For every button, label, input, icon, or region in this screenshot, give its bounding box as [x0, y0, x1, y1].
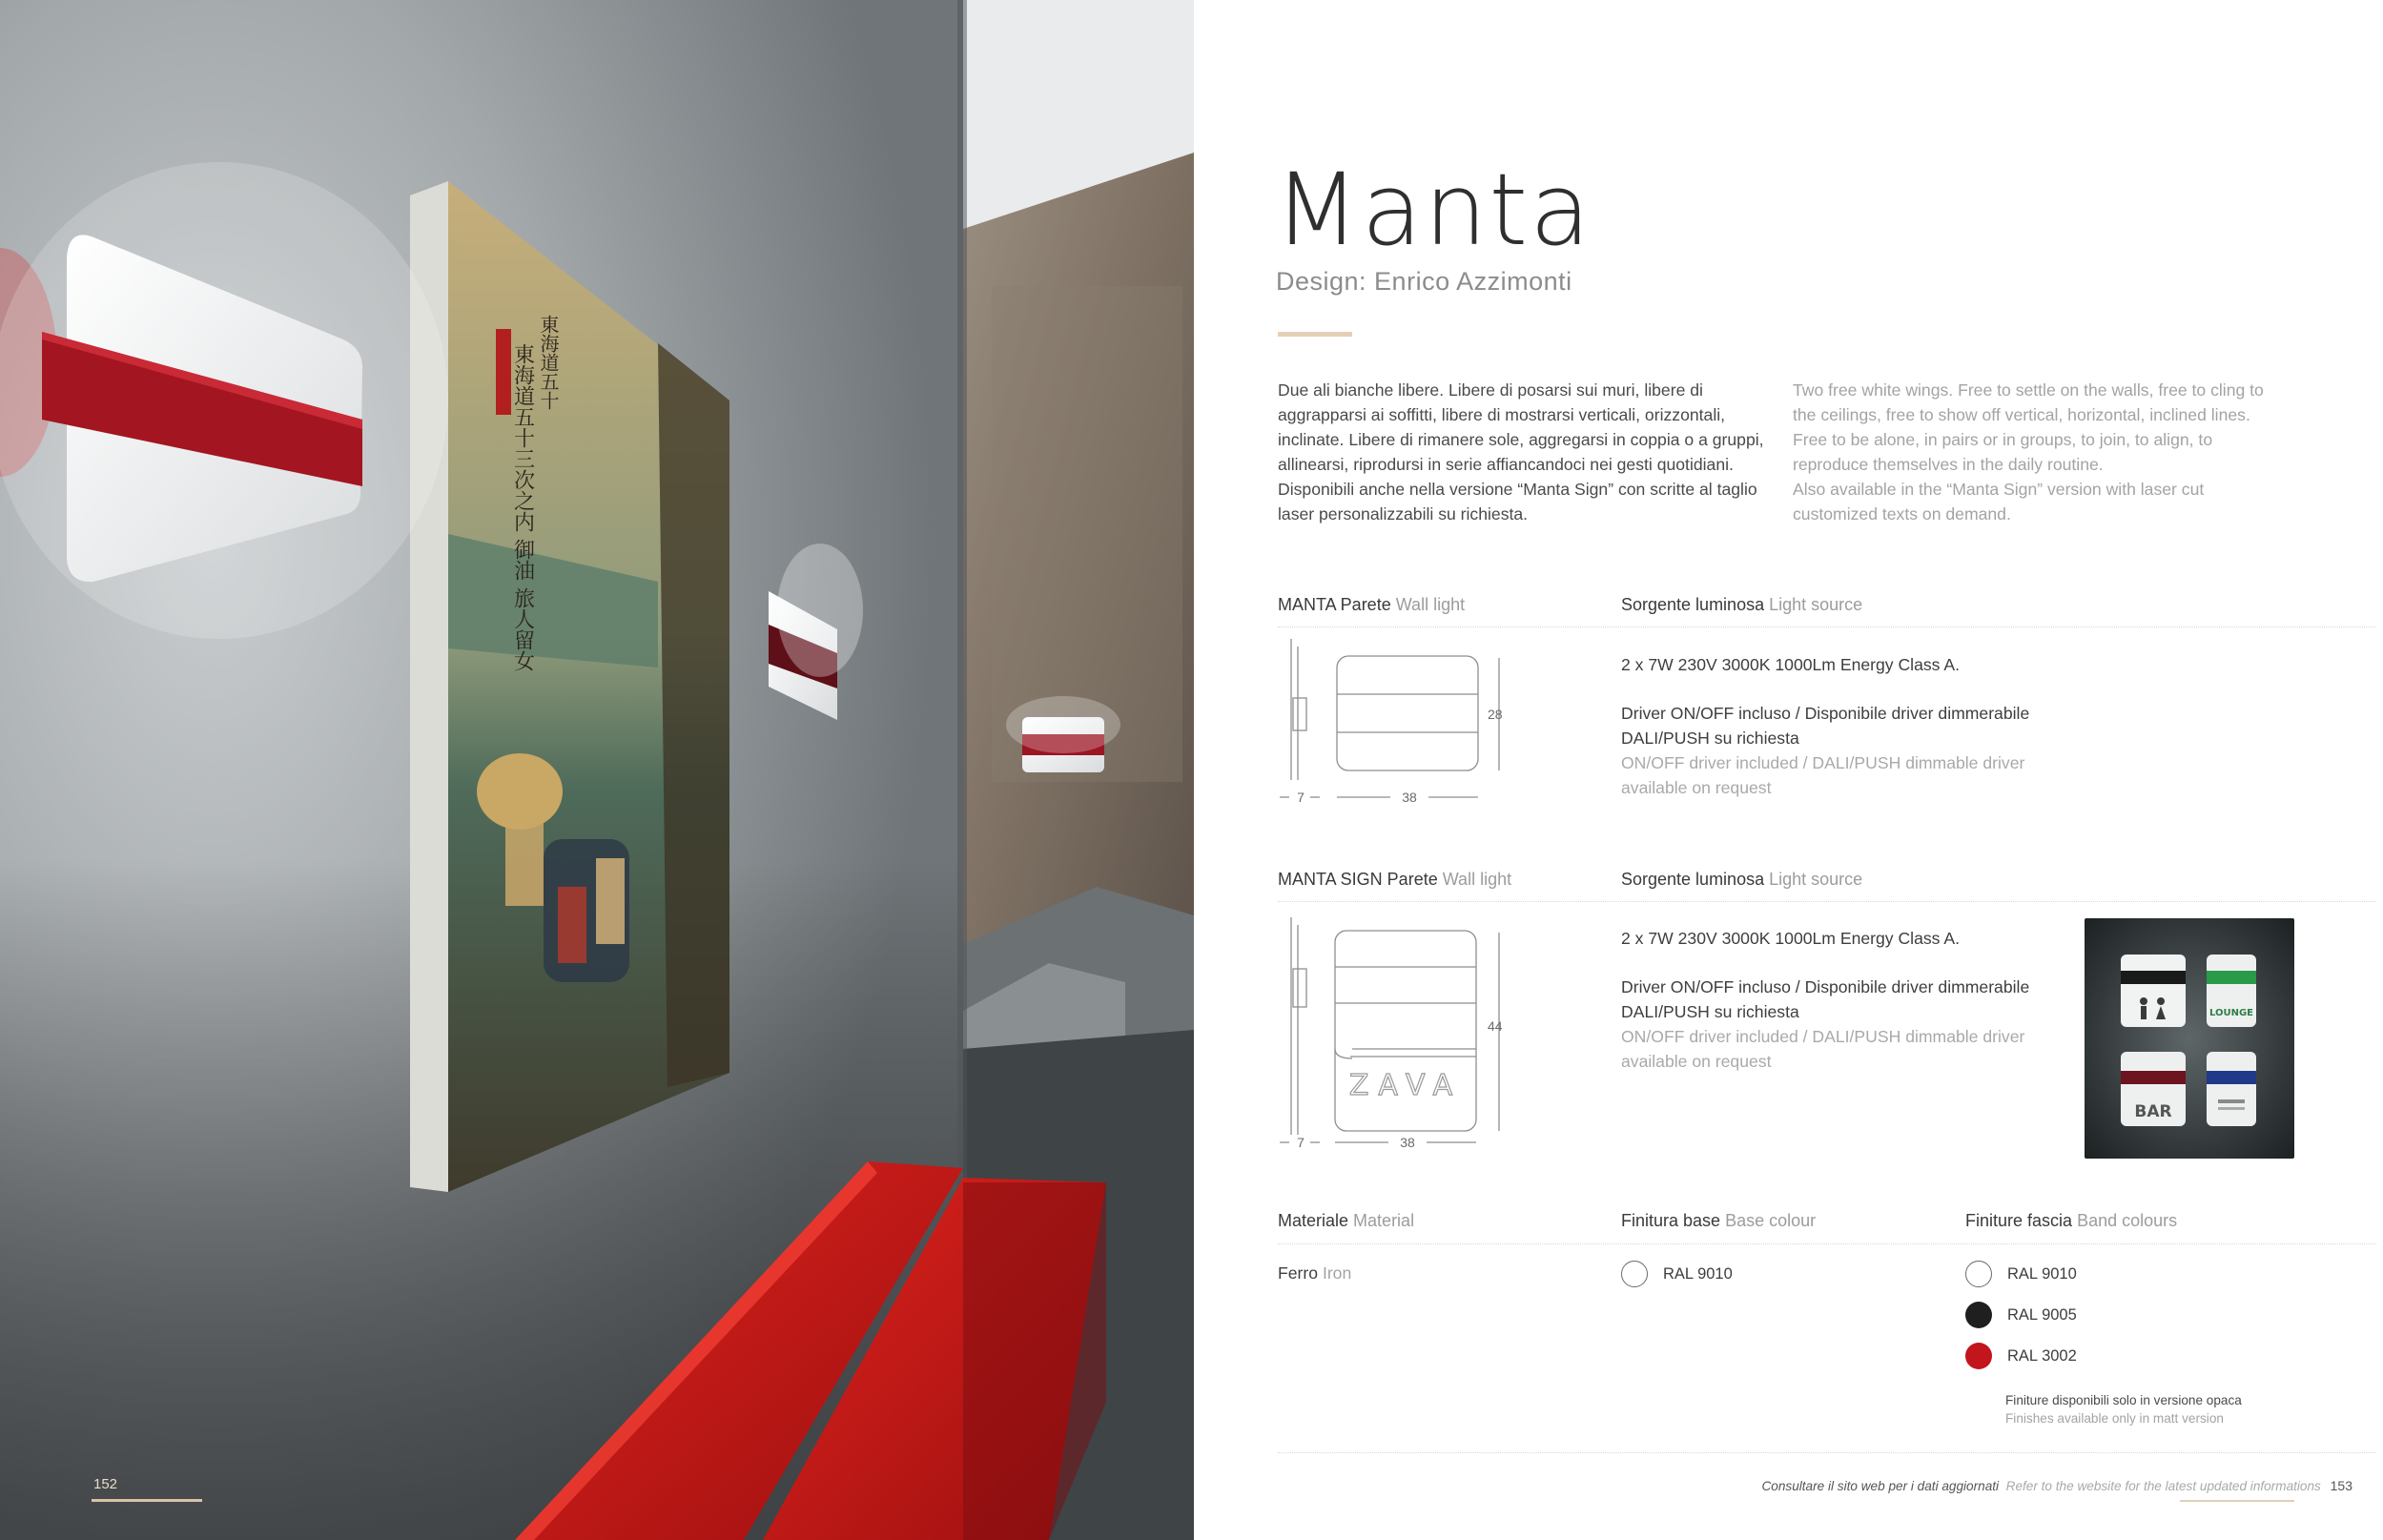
material-value-it: Ferro [1278, 1263, 1319, 1283]
sign-label-bar: BAR [2134, 1102, 2172, 1121]
band-colour-ral-9005 [1965, 1302, 2077, 1328]
intro-english-paragraph: Two free white wings. Free to settle on the walls, free to cling to the ceilings, free to show off vertical, horizontal, inclined lines. Free to be alone, in pairs or in groups, to join, to align, to reproduce themselves in the daily routine. [1793, 380, 2264, 474]
product-2-specs [1621, 926, 2060, 1074]
svg-text:東海道五十: 東海道五十 [537, 315, 560, 410]
band-colour-label: RAL 9010 [2007, 1264, 2077, 1283]
base-colour-heading-en: Base colour [1725, 1211, 1817, 1230]
material-heading-en: Material [1353, 1211, 1415, 1230]
sign-rooms [2207, 1052, 2256, 1126]
divider-rule [1278, 901, 2376, 902]
finish-note [2005, 1391, 2242, 1427]
product-2-name-en: Wall light [1442, 870, 1512, 889]
product-1-dim-depth: 7 [1297, 790, 1304, 805]
footer-note-it: Consultare il sito web per i dati aggiornati [1761, 1479, 2000, 1493]
page-number-right: 153 [2330, 1478, 2352, 1493]
material-heading-it: Materiale [1278, 1211, 1349, 1230]
main-manta-lamp [0, 162, 448, 639]
product-1-source-heading [1621, 595, 1862, 615]
product-1-source-it: Sorgente luminosa [1621, 595, 1765, 614]
product-2-technical-drawing [1278, 915, 1507, 1154]
divider-rule [1278, 1243, 2376, 1244]
white-swatch-icon [1965, 1261, 1992, 1287]
product-1-technical-drawing [1278, 637, 1507, 818]
footer-note [1761, 1478, 2352, 1493]
product-2-source-en: Light source [1769, 870, 1863, 889]
base-colour-label: RAL 9010 [1663, 1264, 1733, 1283]
divider-rule [1278, 626, 2376, 627]
page-number-underline [2180, 1500, 2294, 1502]
product-1-source-en: Light source [1769, 595, 1863, 614]
page-title: Manta [1274, 152, 1592, 268]
product-1-dim-width: 38 [1402, 790, 1417, 805]
manta-sign-photo [2085, 918, 2294, 1159]
band-colours-heading-it: Finiture fascia [1965, 1211, 2073, 1230]
material-value-en: Iron [1322, 1263, 1352, 1283]
band-colour-ral-9010 [1965, 1261, 2077, 1287]
band-colour-ral-3002 [1965, 1343, 2077, 1369]
sign-bar [2121, 1052, 2186, 1126]
finish-note-it: Finiture disponibili solo in versione opaca [2005, 1393, 2242, 1407]
red-swatch-icon [1965, 1343, 1992, 1369]
footer-note-en: Refer to the website for the latest updated informations [2005, 1479, 2321, 1493]
intro-italian: Due ali bianche libere. Libere di posarsi sui muri, libere di aggrapparsi ai soffitti, libere di mostrarsi verticali, orizzontali, inclinate. Libere di rimanere sole, aggregarsi in coppia o a gruppi, allinearsi, riprodursi in serie affiancandoci nei gesti quotidiani. Disponibili anche nella versione “Manta Sign” con scritte al taglio laser personalizzabili su richiesta. [1278, 380, 1764, 524]
band-colours-heading [1965, 1211, 2177, 1231]
product-1-driver-it: Driver ON/OFF incluso / Disponibile driver dimmerabile DALI/PUSH su richiesta [1621, 704, 2030, 748]
product-1-spec-line: 2 x 7W 230V 3000K 1000Lm Energy Class A. [1621, 655, 1961, 674]
sign-toilet [2121, 955, 2186, 1027]
product-2-name-it: MANTA SIGN Parete [1278, 870, 1438, 889]
material-heading [1278, 1211, 1414, 1231]
intro-english-sign-note: Also available in the “Manta Sign” version with laser cut customized texts on demand. [1793, 480, 2205, 524]
sign-label-lounge: LOUNGE [2208, 1008, 2254, 1018]
band-colour-label: RAL 3002 [2007, 1346, 2077, 1365]
designer-credit: Design: Enrico Azzimonti [1276, 267, 1572, 296]
product-2-sign-text: ZAVA [1348, 1069, 1463, 1102]
product-2-driver-it: Driver ON/OFF incluso / Disponibile driver dimmerabile DALI/PUSH su richiesta [1621, 977, 2030, 1021]
page-number-underline [92, 1499, 202, 1502]
product-2-dim-height: 44 [1488, 1018, 1503, 1034]
product-2-source-it: Sorgente luminosa [1621, 870, 1765, 889]
material-value [1278, 1263, 1351, 1283]
white-swatch-icon [1621, 1261, 1648, 1287]
intro-english [1793, 378, 2279, 526]
black-swatch-icon [1965, 1302, 1992, 1328]
product-sheet [1194, 0, 2383, 1540]
product-1-driver-en: ON/OFF driver included / DALI/PUSH dimmable driver available on request [1621, 753, 2025, 797]
page-number-left: 152 [93, 1476, 118, 1492]
band-colour-label: RAL 9005 [2007, 1305, 2077, 1324]
product-2-dim-width: 38 [1400, 1135, 1415, 1150]
base-colour-ral-9010 [1621, 1261, 1733, 1287]
product-1-name-en: Wall light [1395, 595, 1466, 614]
product-1-name [1278, 595, 1465, 615]
product-2-dim-depth: 7 [1297, 1135, 1304, 1150]
product-1-specs [1621, 652, 2060, 800]
product-1-name-it: MANTA Parete [1278, 595, 1391, 614]
base-colour-heading-it: Finitura base [1621, 1211, 1721, 1230]
band-colours-heading-en: Band colours [2077, 1211, 2178, 1230]
product-2-driver-en: ON/OFF driver included / DALI/PUSH dimmable driver available on request [1621, 1027, 2025, 1071]
product-2-spec-line: 2 x 7W 230V 3000K 1000Lm Energy Class A. [1621, 929, 1961, 948]
product-2-source-heading [1621, 870, 1862, 890]
product-1-dim-height: 28 [1488, 707, 1503, 722]
sign-lounge [2207, 955, 2256, 1027]
back-wall-lamp [1006, 696, 1120, 772]
divider-rule [1278, 1452, 2376, 1453]
product-2-name [1278, 870, 1511, 890]
base-colour-heading [1621, 1211, 1816, 1231]
accent-divider [1278, 332, 1352, 337]
svg-text:東海道五十三次之内 御油 旅人留女: 東海道五十三次之内 御油 旅人留女 [510, 343, 535, 671]
finish-note-en: Finishes available only in matt version [2005, 1411, 2224, 1426]
